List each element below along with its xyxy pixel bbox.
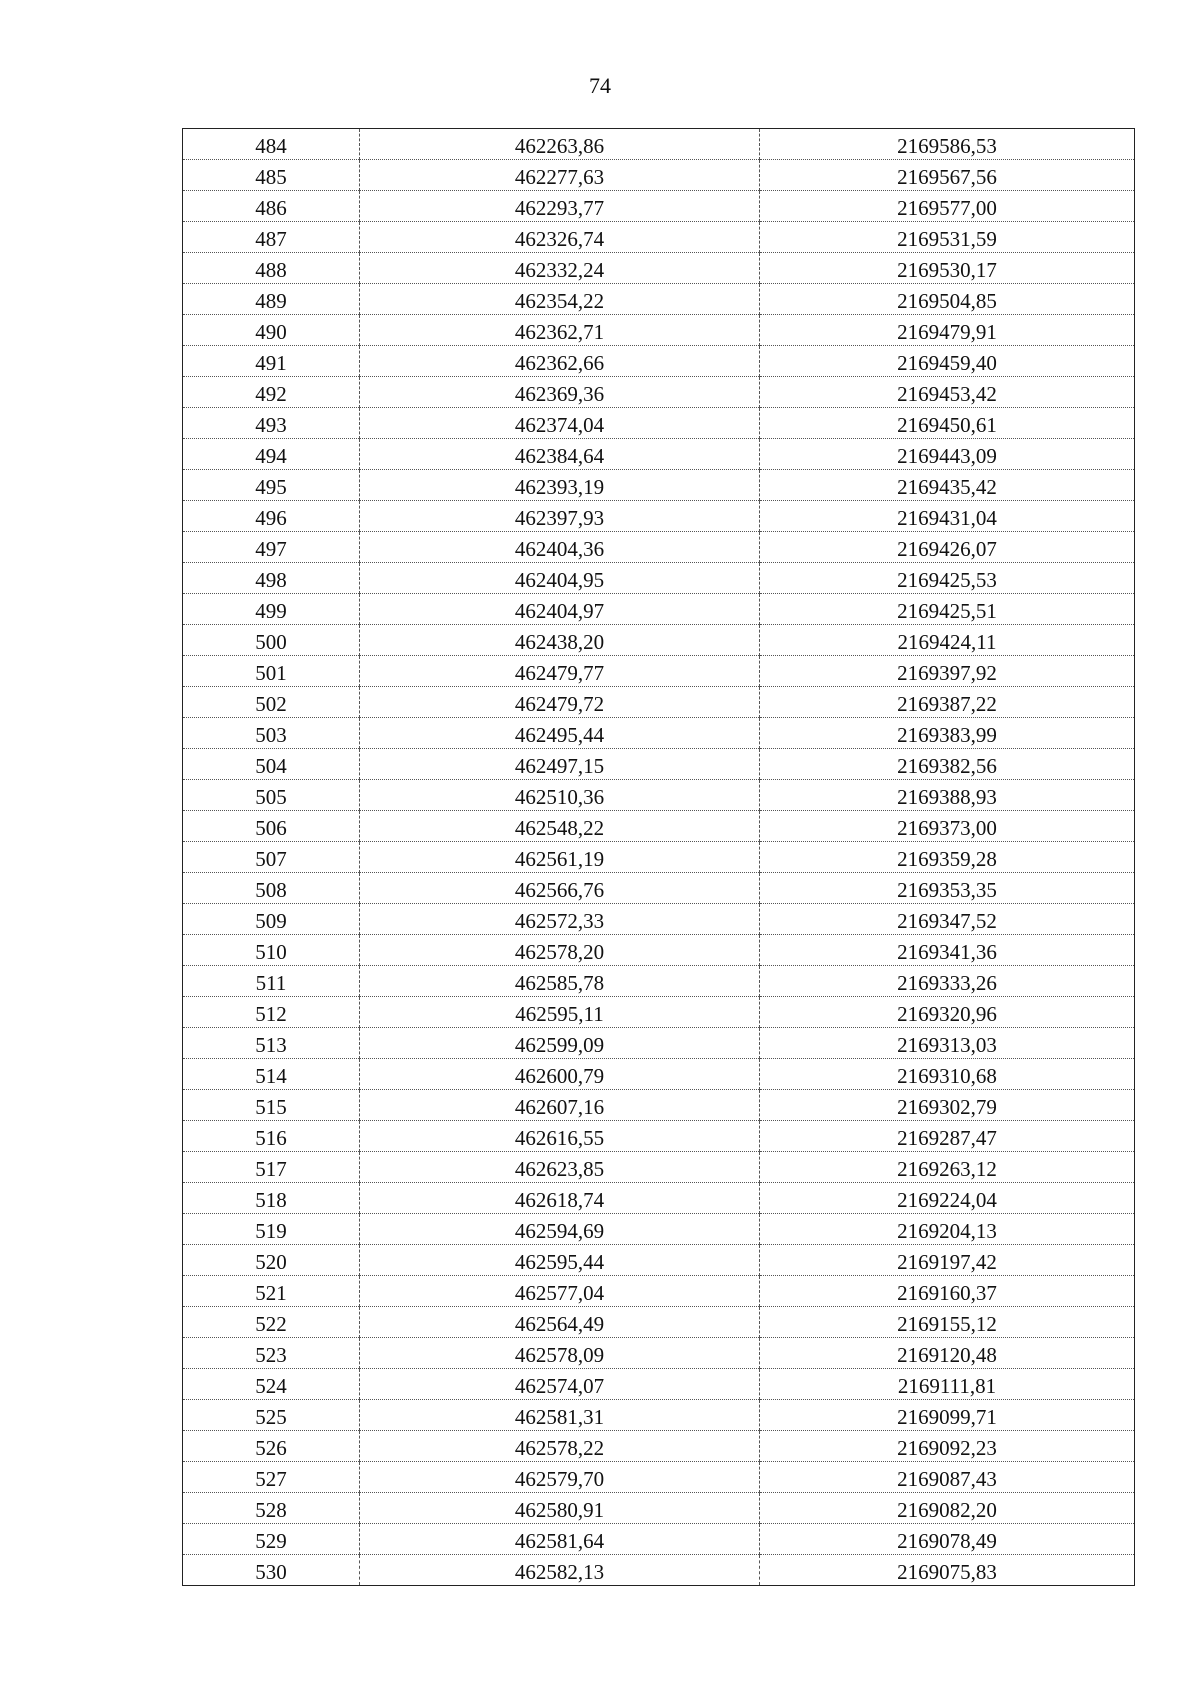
table-row bbox=[183, 1276, 1135, 1307]
x-coordinate-cell: 462578,22 bbox=[360, 1431, 760, 1462]
point-number-cell: 529 bbox=[183, 1524, 360, 1555]
y-coordinate-cell: 2169530,17 bbox=[760, 253, 1135, 284]
y-coordinate-cell: 2169382,56 bbox=[760, 749, 1135, 780]
point-number-cell: 524 bbox=[183, 1369, 360, 1400]
y-coordinate-cell: 2169078,49 bbox=[760, 1524, 1135, 1555]
point-number-cell: 497 bbox=[183, 532, 360, 563]
x-coordinate-cell: 462561,19 bbox=[360, 842, 760, 873]
x-coordinate-cell: 462332,24 bbox=[360, 253, 760, 284]
x-coordinate-cell: 462578,20 bbox=[360, 935, 760, 966]
table-row bbox=[183, 842, 1135, 873]
table-row bbox=[183, 563, 1135, 594]
x-coordinate-cell: 462595,44 bbox=[360, 1245, 760, 1276]
point-number-cell: 494 bbox=[183, 439, 360, 470]
point-number-cell: 488 bbox=[183, 253, 360, 284]
point-number-cell: 505 bbox=[183, 780, 360, 811]
table-row bbox=[183, 1059, 1135, 1090]
x-coordinate-cell: 462397,93 bbox=[360, 501, 760, 532]
table-row bbox=[183, 1307, 1135, 1338]
x-coordinate-cell: 462599,09 bbox=[360, 1028, 760, 1059]
table-row bbox=[183, 408, 1135, 439]
table-row bbox=[183, 1028, 1135, 1059]
x-coordinate-cell: 462600,79 bbox=[360, 1059, 760, 1090]
x-coordinate-cell: 462618,74 bbox=[360, 1183, 760, 1214]
point-number-cell: 496 bbox=[183, 501, 360, 532]
y-coordinate-cell: 2169397,92 bbox=[760, 656, 1135, 687]
point-number-cell: 490 bbox=[183, 315, 360, 346]
table-row bbox=[183, 1245, 1135, 1276]
point-number-cell: 528 bbox=[183, 1493, 360, 1524]
table-row bbox=[183, 625, 1135, 656]
y-coordinate-cell: 2169263,12 bbox=[760, 1152, 1135, 1183]
point-number-cell: 523 bbox=[183, 1338, 360, 1369]
y-coordinate-cell: 2169567,56 bbox=[760, 160, 1135, 191]
point-number-cell: 518 bbox=[183, 1183, 360, 1214]
x-coordinate-cell: 462277,63 bbox=[360, 160, 760, 191]
point-number-cell: 525 bbox=[183, 1400, 360, 1431]
point-number-cell: 489 bbox=[183, 284, 360, 315]
x-coordinate-cell: 462574,07 bbox=[360, 1369, 760, 1400]
table-row bbox=[183, 873, 1135, 904]
table-row bbox=[183, 935, 1135, 966]
table-row bbox=[183, 1214, 1135, 1245]
table-row bbox=[183, 1090, 1135, 1121]
x-coordinate-cell: 462581,64 bbox=[360, 1524, 760, 1555]
point-number-cell: 503 bbox=[183, 718, 360, 749]
table-row bbox=[183, 129, 1135, 160]
x-coordinate-cell: 462404,95 bbox=[360, 563, 760, 594]
point-number-cell: 515 bbox=[183, 1090, 360, 1121]
x-coordinate-cell: 462582,13 bbox=[360, 1555, 760, 1586]
y-coordinate-cell: 2169586,53 bbox=[760, 129, 1135, 160]
y-coordinate-cell: 2169450,61 bbox=[760, 408, 1135, 439]
x-coordinate-cell: 462369,36 bbox=[360, 377, 760, 408]
y-coordinate-cell: 2169435,42 bbox=[760, 470, 1135, 501]
x-coordinate-cell: 462393,19 bbox=[360, 470, 760, 501]
point-number-cell: 504 bbox=[183, 749, 360, 780]
table-row bbox=[183, 377, 1135, 408]
coordinates-table bbox=[182, 128, 1135, 1586]
y-coordinate-cell: 2169302,79 bbox=[760, 1090, 1135, 1121]
table-row bbox=[183, 1462, 1135, 1493]
table-row bbox=[183, 1431, 1135, 1462]
point-number-cell: 507 bbox=[183, 842, 360, 873]
x-coordinate-cell: 462510,36 bbox=[360, 780, 760, 811]
table-row bbox=[183, 222, 1135, 253]
y-coordinate-cell: 2169092,23 bbox=[760, 1431, 1135, 1462]
y-coordinate-cell: 2169347,52 bbox=[760, 904, 1135, 935]
x-coordinate-cell: 462263,86 bbox=[360, 129, 760, 160]
table-row bbox=[183, 1121, 1135, 1152]
point-number-cell: 514 bbox=[183, 1059, 360, 1090]
page-number: 74 bbox=[589, 73, 611, 98]
table-row bbox=[183, 1152, 1135, 1183]
y-coordinate-cell: 2169353,35 bbox=[760, 873, 1135, 904]
y-coordinate-cell: 2169424,11 bbox=[760, 625, 1135, 656]
x-coordinate-cell: 462623,85 bbox=[360, 1152, 760, 1183]
point-number-cell: 506 bbox=[183, 811, 360, 842]
table-row bbox=[183, 1369, 1135, 1400]
y-coordinate-cell: 2169383,99 bbox=[760, 718, 1135, 749]
x-coordinate-cell: 462479,77 bbox=[360, 656, 760, 687]
x-coordinate-cell: 462595,11 bbox=[360, 997, 760, 1028]
table-row bbox=[183, 718, 1135, 749]
y-coordinate-cell: 2169373,00 bbox=[760, 811, 1135, 842]
x-coordinate-cell: 462594,69 bbox=[360, 1214, 760, 1245]
point-number-cell: 501 bbox=[183, 656, 360, 687]
y-coordinate-cell: 2169224,04 bbox=[760, 1183, 1135, 1214]
point-number-cell: 495 bbox=[183, 470, 360, 501]
y-coordinate-cell: 2169577,00 bbox=[760, 191, 1135, 222]
table-row bbox=[183, 284, 1135, 315]
y-coordinate-cell: 2169333,26 bbox=[760, 966, 1135, 997]
y-coordinate-cell: 2169287,47 bbox=[760, 1121, 1135, 1152]
point-number-cell: 511 bbox=[183, 966, 360, 997]
x-coordinate-cell: 462585,78 bbox=[360, 966, 760, 997]
x-coordinate-cell: 462384,64 bbox=[360, 439, 760, 470]
y-coordinate-cell: 2169197,42 bbox=[760, 1245, 1135, 1276]
point-number-cell: 526 bbox=[183, 1431, 360, 1462]
point-number-cell: 485 bbox=[183, 160, 360, 191]
point-number-cell: 498 bbox=[183, 563, 360, 594]
x-coordinate-cell: 462581,31 bbox=[360, 1400, 760, 1431]
y-coordinate-cell: 2169504,85 bbox=[760, 284, 1135, 315]
x-coordinate-cell: 462293,77 bbox=[360, 191, 760, 222]
y-coordinate-cell: 2169341,36 bbox=[760, 935, 1135, 966]
x-coordinate-cell: 462580,91 bbox=[360, 1493, 760, 1524]
y-coordinate-cell: 2169425,51 bbox=[760, 594, 1135, 625]
x-coordinate-cell: 462362,66 bbox=[360, 346, 760, 377]
coordinates-table-body bbox=[183, 129, 1135, 1586]
table-row bbox=[183, 315, 1135, 346]
table-row bbox=[183, 253, 1135, 284]
x-coordinate-cell: 462564,49 bbox=[360, 1307, 760, 1338]
y-coordinate-cell: 2169310,68 bbox=[760, 1059, 1135, 1090]
y-coordinate-cell: 2169443,09 bbox=[760, 439, 1135, 470]
point-number-cell: 520 bbox=[183, 1245, 360, 1276]
table-row bbox=[183, 594, 1135, 625]
point-number-cell: 499 bbox=[183, 594, 360, 625]
y-coordinate-cell: 2169479,91 bbox=[760, 315, 1135, 346]
x-coordinate-cell: 462479,72 bbox=[360, 687, 760, 718]
point-number-cell: 502 bbox=[183, 687, 360, 718]
point-number-cell: 522 bbox=[183, 1307, 360, 1338]
y-coordinate-cell: 2169120,48 bbox=[760, 1338, 1135, 1369]
point-number-cell: 516 bbox=[183, 1121, 360, 1152]
x-coordinate-cell: 462497,15 bbox=[360, 749, 760, 780]
y-coordinate-cell: 2169388,93 bbox=[760, 780, 1135, 811]
table-row bbox=[183, 904, 1135, 935]
point-number-cell: 521 bbox=[183, 1276, 360, 1307]
table-row bbox=[183, 1524, 1135, 1555]
y-coordinate-cell: 2169459,40 bbox=[760, 346, 1135, 377]
point-number-cell: 492 bbox=[183, 377, 360, 408]
table-row bbox=[183, 1183, 1135, 1214]
point-number-cell: 513 bbox=[183, 1028, 360, 1059]
y-coordinate-cell: 2169087,43 bbox=[760, 1462, 1135, 1493]
point-number-cell: 493 bbox=[183, 408, 360, 439]
x-coordinate-cell: 462404,36 bbox=[360, 532, 760, 563]
x-coordinate-cell: 462374,04 bbox=[360, 408, 760, 439]
y-coordinate-cell: 2169425,53 bbox=[760, 563, 1135, 594]
table-row bbox=[183, 1555, 1135, 1586]
table-row bbox=[183, 1493, 1135, 1524]
table-row bbox=[183, 1338, 1135, 1369]
y-coordinate-cell: 2169099,71 bbox=[760, 1400, 1135, 1431]
y-coordinate-cell: 2169111,81 bbox=[760, 1369, 1135, 1400]
point-number-cell: 500 bbox=[183, 625, 360, 656]
y-coordinate-cell: 2169313,03 bbox=[760, 1028, 1135, 1059]
y-coordinate-cell: 2169531,59 bbox=[760, 222, 1135, 253]
table-row bbox=[183, 532, 1135, 563]
y-coordinate-cell: 2169453,42 bbox=[760, 377, 1135, 408]
point-number-cell: 486 bbox=[183, 191, 360, 222]
point-number-cell: 512 bbox=[183, 997, 360, 1028]
table-row bbox=[183, 470, 1135, 501]
x-coordinate-cell: 462578,09 bbox=[360, 1338, 760, 1369]
table-row bbox=[183, 966, 1135, 997]
x-coordinate-cell: 462577,04 bbox=[360, 1276, 760, 1307]
table-row bbox=[183, 160, 1135, 191]
table-row bbox=[183, 811, 1135, 842]
table-row bbox=[183, 191, 1135, 222]
table-row bbox=[183, 1400, 1135, 1431]
point-number-cell: 487 bbox=[183, 222, 360, 253]
point-number-cell: 530 bbox=[255, 1560, 287, 1584]
point-number-cell: 491 bbox=[183, 346, 360, 377]
table-row bbox=[183, 749, 1135, 780]
y-coordinate-cell: 2169387,22 bbox=[760, 687, 1135, 718]
table-row bbox=[183, 656, 1135, 687]
y-coordinate-cell: 2169320,96 bbox=[760, 997, 1135, 1028]
x-coordinate-cell: 462438,20 bbox=[360, 625, 760, 656]
y-coordinate-cell: 2169160,37 bbox=[760, 1276, 1135, 1307]
x-coordinate-cell: 462616,55 bbox=[360, 1121, 760, 1152]
x-coordinate-cell: 462404,97 bbox=[360, 594, 760, 625]
point-number-cell: 484 bbox=[183, 129, 360, 160]
point-number-cell: 517 bbox=[183, 1152, 360, 1183]
x-coordinate-cell: 462548,22 bbox=[360, 811, 760, 842]
y-coordinate-cell: 2169075,83 bbox=[760, 1555, 1135, 1586]
table-row bbox=[183, 687, 1135, 718]
table-row bbox=[183, 501, 1135, 532]
y-coordinate-cell: 2169155,12 bbox=[760, 1307, 1135, 1338]
point-number-cell: 508 bbox=[183, 873, 360, 904]
table-row bbox=[183, 997, 1135, 1028]
x-coordinate-cell: 462362,71 bbox=[360, 315, 760, 346]
point-number-cell: 510 bbox=[183, 935, 360, 966]
y-coordinate-cell: 2169204,13 bbox=[760, 1214, 1135, 1245]
point-number-cell: 509 bbox=[183, 904, 360, 935]
y-coordinate-cell: 2169359,28 bbox=[760, 842, 1135, 873]
point-number-cell: 527 bbox=[183, 1462, 360, 1493]
x-coordinate-cell: 462566,76 bbox=[360, 873, 760, 904]
x-coordinate-cell: 462572,33 bbox=[360, 904, 760, 935]
x-coordinate-cell: 462354,22 bbox=[360, 284, 760, 315]
x-coordinate-cell: 462607,16 bbox=[360, 1090, 760, 1121]
table-row bbox=[183, 346, 1135, 377]
point-number-cell: 519 bbox=[183, 1214, 360, 1245]
x-coordinate-cell: 462326,74 bbox=[360, 222, 760, 253]
x-coordinate-cell: 462495,44 bbox=[360, 718, 760, 749]
table-row bbox=[183, 439, 1135, 470]
y-coordinate-cell: 2169426,07 bbox=[760, 532, 1135, 563]
y-coordinate-cell: 2169082,20 bbox=[760, 1493, 1135, 1524]
y-coordinate-cell: 2169431,04 bbox=[760, 501, 1135, 532]
x-coordinate-cell: 462579,70 bbox=[360, 1462, 760, 1493]
table-row bbox=[183, 780, 1135, 811]
